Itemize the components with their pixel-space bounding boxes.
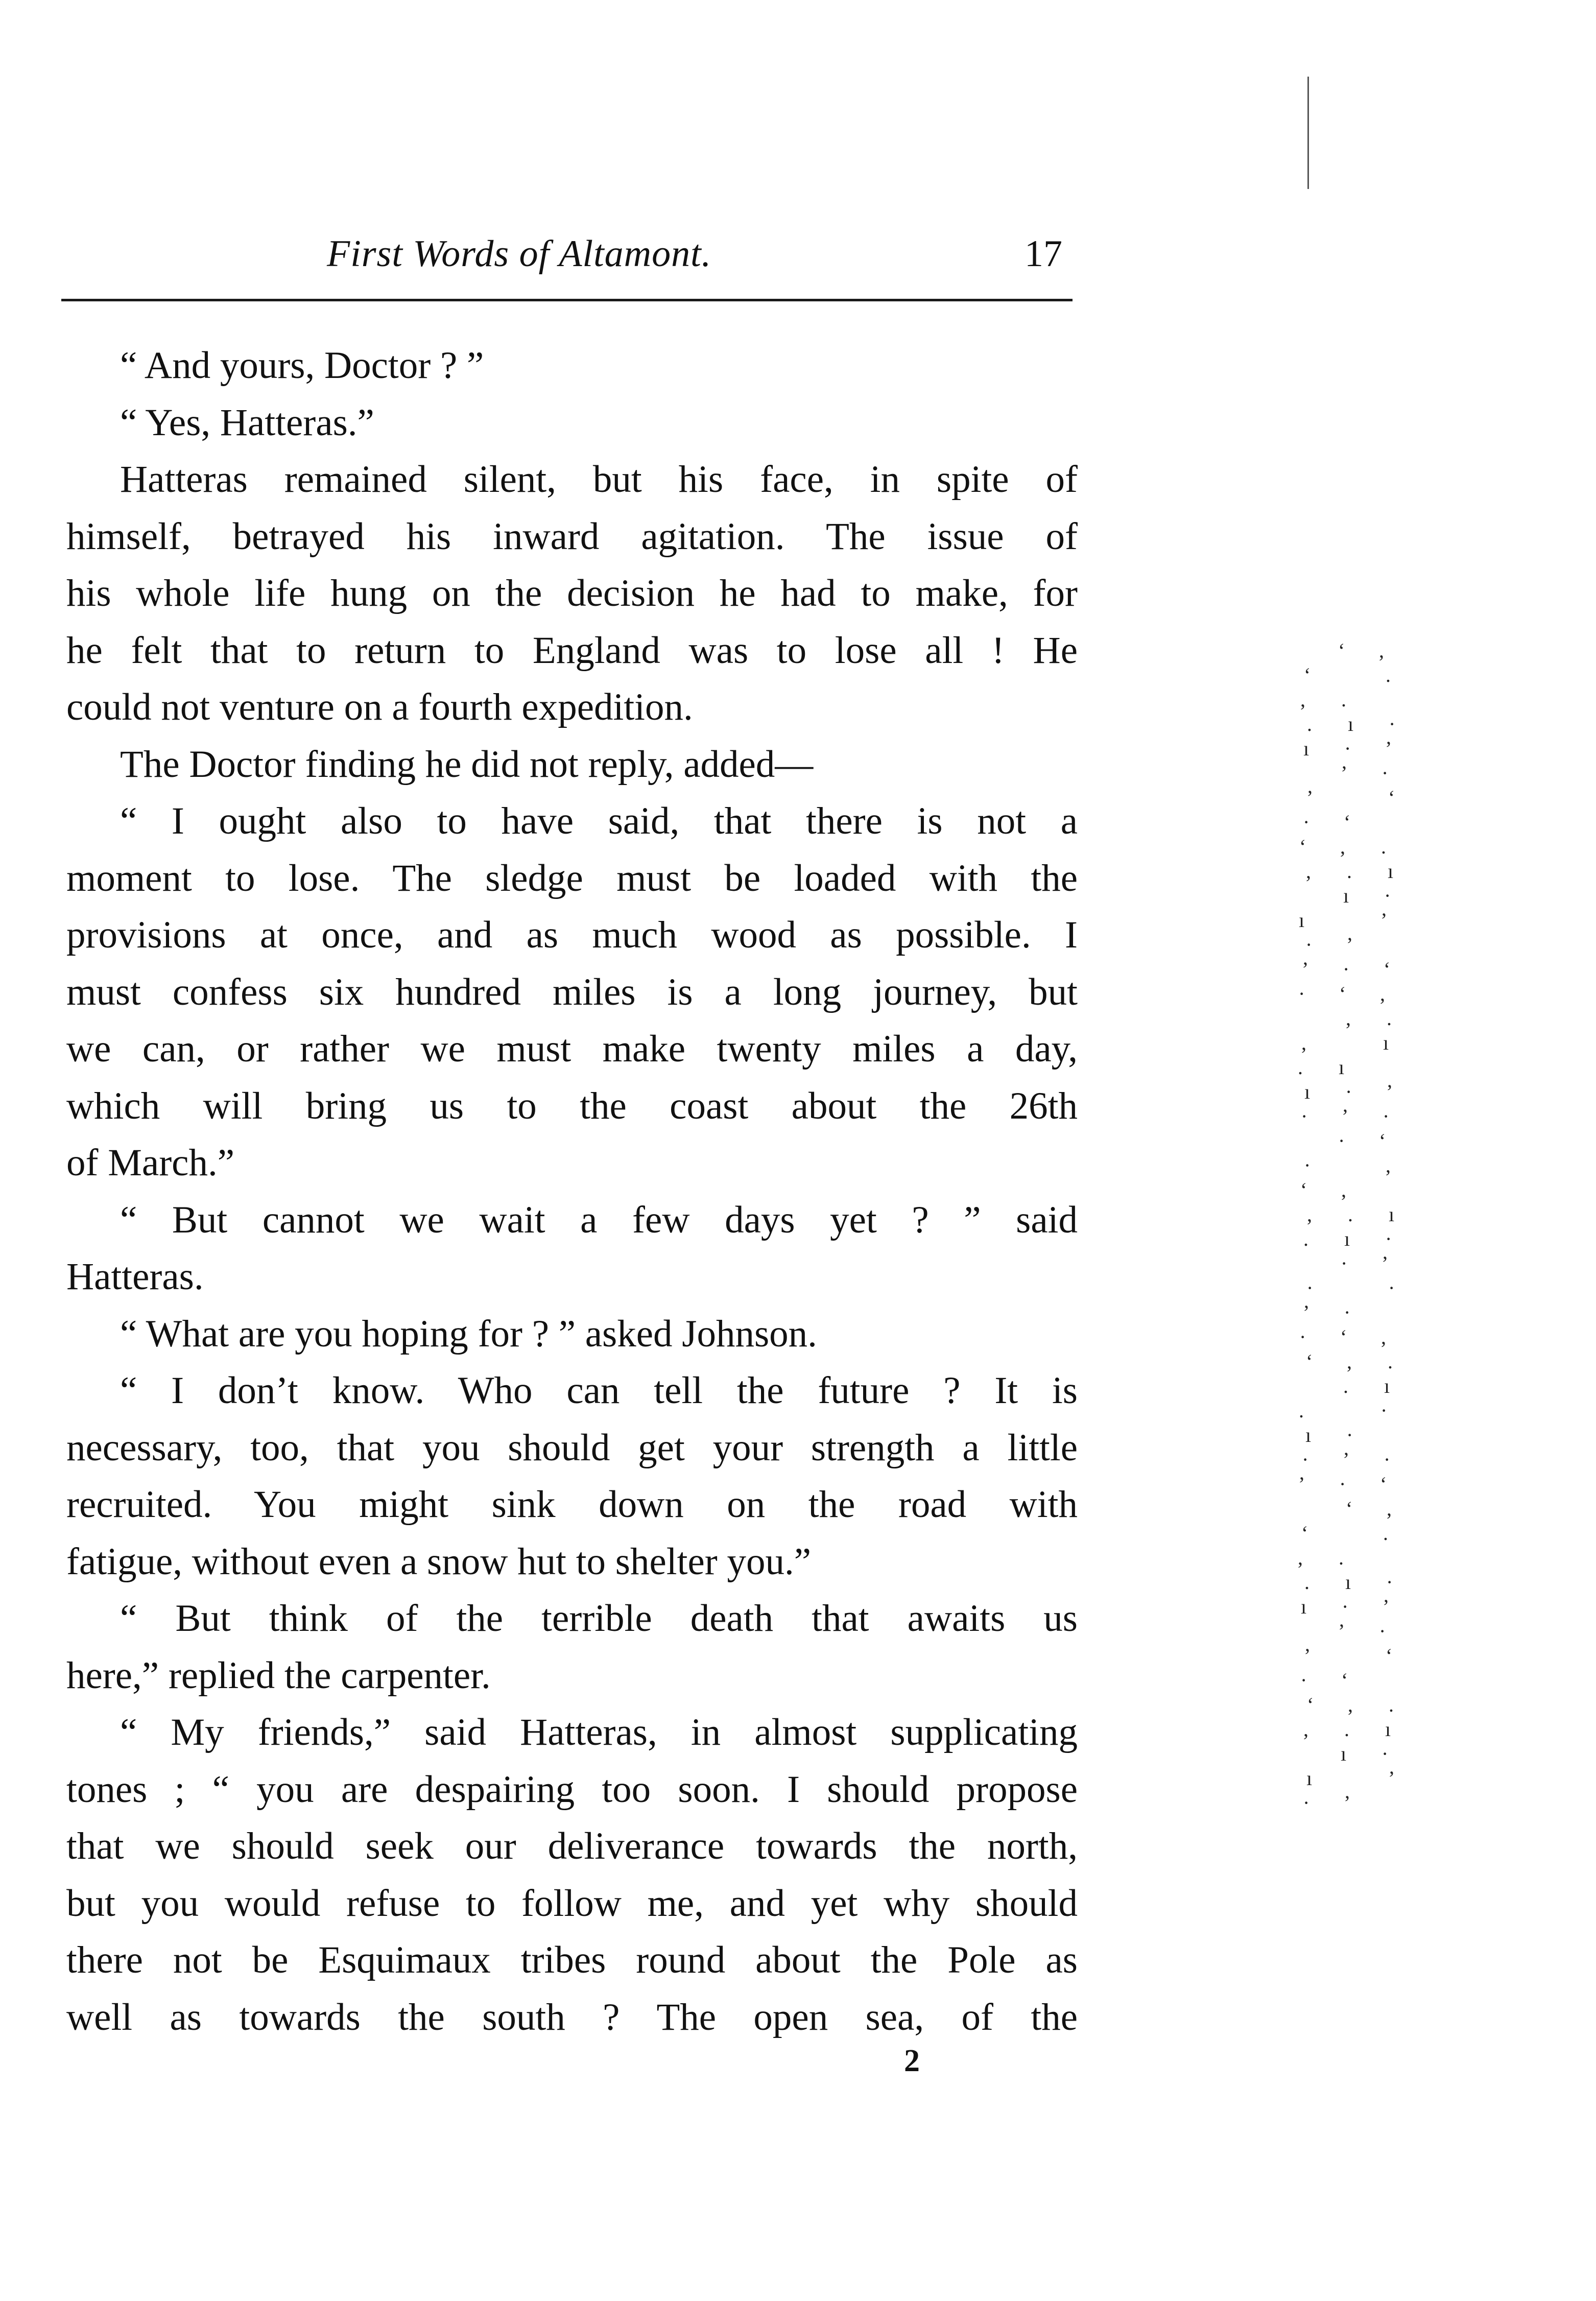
speck: · [1344,1301,1351,1324]
bleed-through-marks [1287,638,1410,1839]
speck: . [1383,1522,1388,1545]
text-line: Hatteras remained silent, but his face, in spite of [120,458,1078,501]
speck: ı [1384,1374,1390,1397]
speck: · [1304,1154,1311,1177]
speck: · [1303,1791,1310,1814]
speck: . [1387,1007,1392,1030]
text-line: but you would refuse to follow me, and yet why should [66,1882,1078,1925]
text-line: of March.” [66,1142,235,1184]
speck: . [1348,1203,1353,1226]
text-line: his whole life hung on the decision he had to make, for [66,572,1078,614]
text-line: necessary, too, that you should get your strength a little [66,1426,1078,1469]
text-line: must confess six hundred miles is a long journey, but [66,970,1078,1013]
speck: · [1298,982,1305,1005]
text-line: moment to lose. The sledge must be loaded with the [66,857,1078,899]
text-line: fatigue, without even a snow hut to shelter you.” [66,1540,811,1583]
speck: ı [1305,1424,1312,1446]
speck: , [1307,1203,1312,1226]
speck: · [1379,1620,1386,1643]
speck: , [1386,1154,1391,1177]
speck: · [1386,1571,1393,1594]
speck: ı [1301,1595,1307,1618]
speck: ‘ [1304,663,1311,686]
speck: ’ [1298,1473,1305,1496]
text-line: “ My friends,” said Hatteras, in almost supplicating [120,1711,1078,1753]
speck: ı [1304,1080,1311,1103]
speck: ‘ [1299,835,1306,858]
speck: , [1379,639,1384,662]
speck: ı [1388,860,1394,883]
speck: , [1347,1350,1352,1373]
speck: · [1342,1595,1349,1618]
speck: ’ [1381,1252,1389,1275]
text-line: that we should seek our deliverance towards the north, [66,1825,1078,1867]
speck: ‘ [1340,1325,1347,1348]
speck: , [1300,688,1305,711]
speck: , [1348,1693,1353,1716]
speck: · [1346,1424,1353,1446]
speck: ’ [1346,933,1353,956]
speck: ’ [1385,737,1392,760]
text-line: we can, or rather we must make twenty miles a day, [66,1028,1078,1070]
speck: · [1381,762,1389,785]
speck: ı [1339,1056,1345,1079]
speck: ı [1341,1742,1347,1765]
speck: · [1299,1325,1306,1348]
text-line: there not be Esquimaux tribes round about the Pole as [66,1939,1078,1981]
speck: , [1387,1497,1392,1520]
speck: ı [1383,1031,1389,1054]
speck: ‘ [1386,1644,1393,1667]
speck: ‘ [1384,958,1391,981]
speck: · [1338,1129,1345,1152]
text-line: “ But cannot we wait a few days yet ? ” said [120,1198,1078,1241]
speck: ‘ [1306,1350,1313,1373]
speck: ’ [1338,1620,1345,1643]
page-number: 17 [1025,233,1062,275]
speck: . [1381,835,1386,858]
speck: ’ [1344,1791,1351,1814]
text-line: could not venture on a fourth expedition. [66,686,693,728]
running-head [61,232,1073,289]
speck: ’ [1303,1301,1310,1324]
speck: · [1389,713,1396,736]
speck: . [1389,1693,1394,1716]
speck: ‘ [1301,1522,1308,1545]
body-text [66,337,1078,2046]
speck: · [1384,1448,1391,1471]
speck: · [1380,1399,1388,1422]
speck: . [1307,713,1312,736]
text-line: provisions at once, and as much wood as possible. I [66,914,1078,956]
speck: ‘ [1300,1178,1307,1201]
speck: , [1341,1178,1346,1201]
speck: . [1339,1546,1344,1569]
speck: , [1306,860,1311,883]
speck: · [1345,1080,1352,1103]
speck: . [1298,1056,1303,1079]
text-line: “ But think of the terrible death that awaits us [120,1597,1078,1640]
speck: · [1302,1448,1309,1471]
speck: , [1346,1007,1351,1030]
speck: ‘ [1346,1497,1353,1520]
speck: · [1385,1227,1392,1250]
text-line: here,” replied the carpenter. [66,1654,491,1697]
speck: ‘ [1380,1473,1387,1496]
speck: . [1388,1350,1393,1373]
text-line: Hatteras. [66,1255,204,1298]
speck: , [1303,1718,1308,1741]
speck: , [1381,1325,1386,1348]
speck: ’ [1386,1080,1393,1103]
speck: . [1343,1374,1348,1397]
speck: · [1339,1473,1346,1496]
speck: · [1301,1105,1308,1128]
text-line: he felt that to return to England was to lose all ! He [66,629,1078,672]
speck: ‘ [1338,639,1345,662]
speck: ’ [1342,1105,1349,1128]
speck: . [1303,1227,1308,1250]
speck: ı [1303,737,1309,760]
speck: . [1304,1571,1309,1594]
text-line: “ I don’t know. Who can tell the future ? It is [120,1369,1078,1412]
text-line: well as towards the south ? The open sea, of the [66,1996,1078,2038]
speck: ı [1344,1227,1350,1250]
speck: . [1347,860,1352,883]
speck: ’ [1304,1644,1311,1667]
speck: · [1343,958,1350,981]
speck: ‘ [1379,1129,1386,1152]
speck: ı [1343,884,1349,907]
speck: ’ [1341,762,1348,785]
speck: ’ [1380,909,1388,932]
speck: . [1299,1399,1304,1422]
speck: , [1298,1546,1303,1569]
speck: ’ [1306,786,1314,809]
speck: · [1384,884,1391,907]
speck: · [1388,1276,1395,1299]
signature-mark: 2 [904,2044,920,2078]
speck: ‘ [1307,1693,1314,1716]
speck: . [1344,1718,1349,1741]
header-rule [61,299,1073,301]
speck: ‘ [1339,982,1346,1005]
speck: · [1305,933,1313,956]
speck: ı [1348,713,1354,736]
text-line: recruited. You might sink down on the road with [66,1483,1078,1526]
text-line: The Doctor finding he did not reply, added— [120,743,814,786]
speck: · [1303,811,1310,834]
scan-edge-mark [1307,77,1309,189]
speck: ’ [1383,1595,1390,1618]
speck: ‘ [1388,786,1395,809]
speck: . [1386,663,1391,686]
speck: ı [1385,1718,1391,1741]
speck: ’ [1343,1448,1350,1471]
text-line: “ And yours, Doctor ? ” [120,344,484,387]
speck: · [1381,1742,1389,1765]
speck: ‘ [1344,811,1351,834]
speck: ı [1299,909,1305,932]
text-line: “ What are you hoping for ? ” asked Johnson. [120,1312,817,1355]
speck: . [1341,688,1346,711]
text-line: himself, betrayed his inward agitation. The issue of [66,515,1078,558]
speck: , [1380,982,1385,1005]
text-line: “ Yes, Hatteras.” [120,401,374,444]
chapter-title: First Words of Altamont. [327,233,712,275]
speck: ı [1389,1203,1395,1226]
speck: · [1341,1252,1348,1275]
speck: · [1383,1105,1390,1128]
speck: , [1340,835,1345,858]
speck: · [1306,1276,1314,1299]
speck: , [1301,1031,1306,1054]
speck: ’ [1388,1767,1395,1790]
text-line: tones ; “ you are despairing too soon. I should propose [66,1768,1078,1811]
speck: ı [1306,1767,1313,1790]
speck: · [1300,1669,1307,1692]
speck: ’ [1302,958,1309,981]
text-line: “ I ought also to have said, that there is not a [120,800,1078,842]
speck: ‘ [1341,1669,1348,1692]
speck: · [1344,737,1351,760]
text-line: which will bring us to the coast about the 26th [66,1084,1078,1127]
speck: ı [1345,1571,1351,1594]
